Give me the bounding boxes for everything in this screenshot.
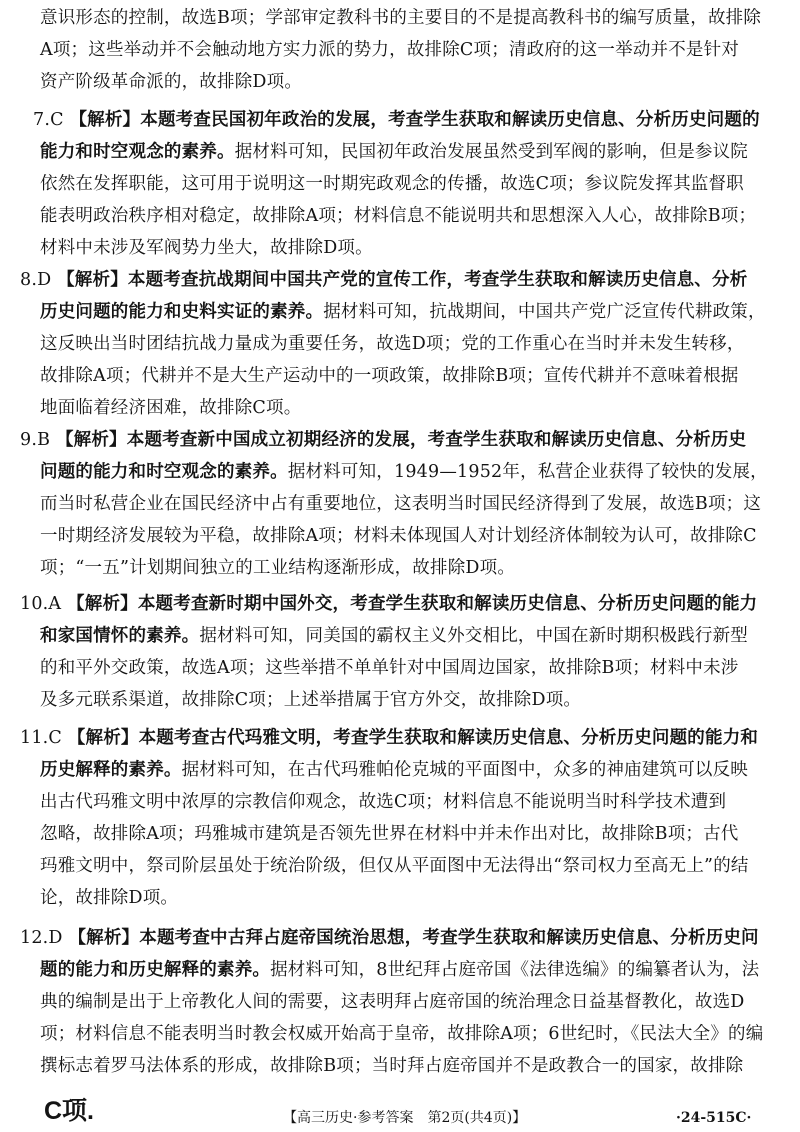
text-line: 意识形态的控制，故选B项；学部审定教科书的主要目的不是提高教科书的编写质量，故排除	[40, 8, 762, 28]
explanation-text: 据材料可知，同美国的霸权主义外交相比，中国在新时期积极践行新型	[199, 626, 749, 646]
explanation-text: 一时期经济发展较为平稳，故排除A项；材料未体现国人对计划经济体制较为认可，故排除C	[40, 526, 757, 546]
topic-text: 题的能力和历史解释的素养。	[40, 960, 271, 980]
text-line: 资产阶级革命派的，故排除D项。	[40, 72, 303, 92]
explanation-text: 故排除A项；代耕并不是大生产运动中的一项政策，故排除B项；宣传代耕并不意味着根据	[40, 366, 739, 386]
explanation-text: 这反映出当时团结抗战力量成为重要任务，故选D项；党的工作重心在当时并未发生转移，	[40, 334, 745, 354]
explanation-text: 据材料可知，抗战期间，中国共产党广泛宣传代耕政策，	[323, 302, 766, 322]
topic-text: 历史解释的素养。	[40, 760, 182, 780]
topic-text: 和家国情怀的素养。	[40, 626, 200, 646]
topic-text: 能力和时空观念的素养。	[40, 142, 235, 162]
explanation-text: 出古代玛雅文明中浓厚的宗教信仰观念，故选C项；材料信息不能说明当时科学技术遭到	[40, 792, 727, 812]
document-code: ·24-515C·	[676, 1110, 752, 1126]
analysis-tag: 【解析】	[67, 594, 138, 614]
answer-number: 8.D	[20, 270, 52, 290]
explanation-text: 据材料可知，在古代玛雅帕伦克城的平面图中，众多的神庙建筑可以反映	[181, 760, 749, 780]
analysis-tag: 【解析】	[55, 430, 127, 450]
topic-text: 本题考查民国初年政治的发展，考查学生获取和解读历史信息、分析历史问题的	[140, 110, 760, 130]
explanation-text: 能表明政治秩序相对稳定，故排除A项；材料信息不能说明共和思想深入人心，故排除B项；	[40, 206, 757, 226]
answer-number: 9.B	[20, 430, 51, 450]
analysis-tag: 【解析】	[68, 928, 140, 948]
topic-text: 本题考查新中国成立初期经济的发展，考查学生获取和解读历史信息、分析历史	[126, 430, 747, 450]
explanation-text: 论，故排除D项。	[40, 888, 179, 908]
answer-number: 10.A	[20, 594, 62, 614]
explanation-text: 材料中未涉及军阀势力坐大，故排除D项。	[40, 238, 373, 258]
topic-text: 历史问题的能力和史料实证的素养。	[40, 302, 324, 322]
explanation-text: 玛雅文明中，祭司阶层虽处于统治阶级，但仅从平面图中无法得出“祭司权力至高无上”的结	[40, 856, 749, 876]
explanation-text: 据材料可知，民国初年政治发展虽然受到军阀的影响，但是参议院	[234, 142, 749, 162]
explanation-text: 据材料可知，8世纪拜占庭帝国《法律选编》的编纂者认为，法	[270, 960, 760, 980]
explanation-text: 的和平外交政策，故选A项；这些举措不单单针对中国周边国家，故排除B项；材料中未涉	[40, 658, 739, 678]
topic-text: 本题考查抗战期间中国共产党的宣传工作，考查学生获取和解读历史信息、分析	[127, 270, 748, 290]
topic-text: 本题考查古代玛雅文明，考查学生获取和解读历史信息、分析历史问题的能力和	[138, 728, 759, 748]
explanation-text: 地面临着经济困难，故排除C项。	[40, 398, 302, 418]
page-footer: 【高三历史·参考答案 第2页(共4页)】	[283, 1110, 527, 1126]
explanation-text: 项；材料信息不能表明当时教会权威开始高于皇帝，故排除A项；6世纪时，《民法大全》的编	[40, 1024, 764, 1044]
explanation-text: 据材料可知，1949—1952年，私营企业获得了较快的发展，	[287, 462, 768, 482]
topic-text: 问题的能力和时空观念的素养。	[40, 462, 288, 482]
topic-text: 本题考查中古拜占庭帝国统治思想，考查学生获取和解读历史信息、分析历史问	[139, 928, 759, 948]
explanation-text: 而当时私营企业在国民经济中占有重要地位，这表明当时国民经济得到了发展，故选B项；这	[40, 494, 762, 514]
explanation-text: 及多元联系渠道，故排除C项；上述举措属于官方外交，故排除D项。	[40, 690, 582, 710]
explanation-text: 典的编制是出于上帝教化人间的需要，这表明拜占庭帝国的统治理念日益基督教化，故选D	[40, 992, 745, 1012]
analysis-tag: 【解析】	[57, 270, 128, 290]
explanation-text: 依然在发挥职能，这可用于说明这一时期宪政观念的传播，故选C项；参议院发挥其监督职	[40, 174, 744, 194]
analysis-tag: 【解析】	[67, 728, 139, 748]
answer-number: 12.D	[20, 928, 63, 948]
explanation-text: 项；“一五”计划期间独立的工业结构逐渐形成，故排除D项。	[40, 558, 516, 578]
answer-number: 11.C	[20, 728, 63, 748]
answer-tail: C项.	[44, 1097, 95, 1125]
explanation-text: 撰标志着罗马法体系的形成，故排除B项；当时拜占庭帝国并不是政教合一的国家，故排除	[40, 1056, 744, 1076]
explanation-text: 忽略，故排除A项；玛雅城市建筑是否领先世界在材料中并未作出对比，故排除B项；古代	[40, 824, 739, 844]
analysis-tag: 【解析】	[69, 110, 141, 130]
answer-number: 7.C	[33, 110, 64, 130]
text-line: A项；这些举动并不会触动地方实力派的势力，故排除C项；清政府的这一举动并不是针对	[40, 40, 740, 60]
topic-text: 本题考查新时期中国外交，考查学生获取和解读历史信息、分析历史问题的能力	[137, 594, 758, 614]
